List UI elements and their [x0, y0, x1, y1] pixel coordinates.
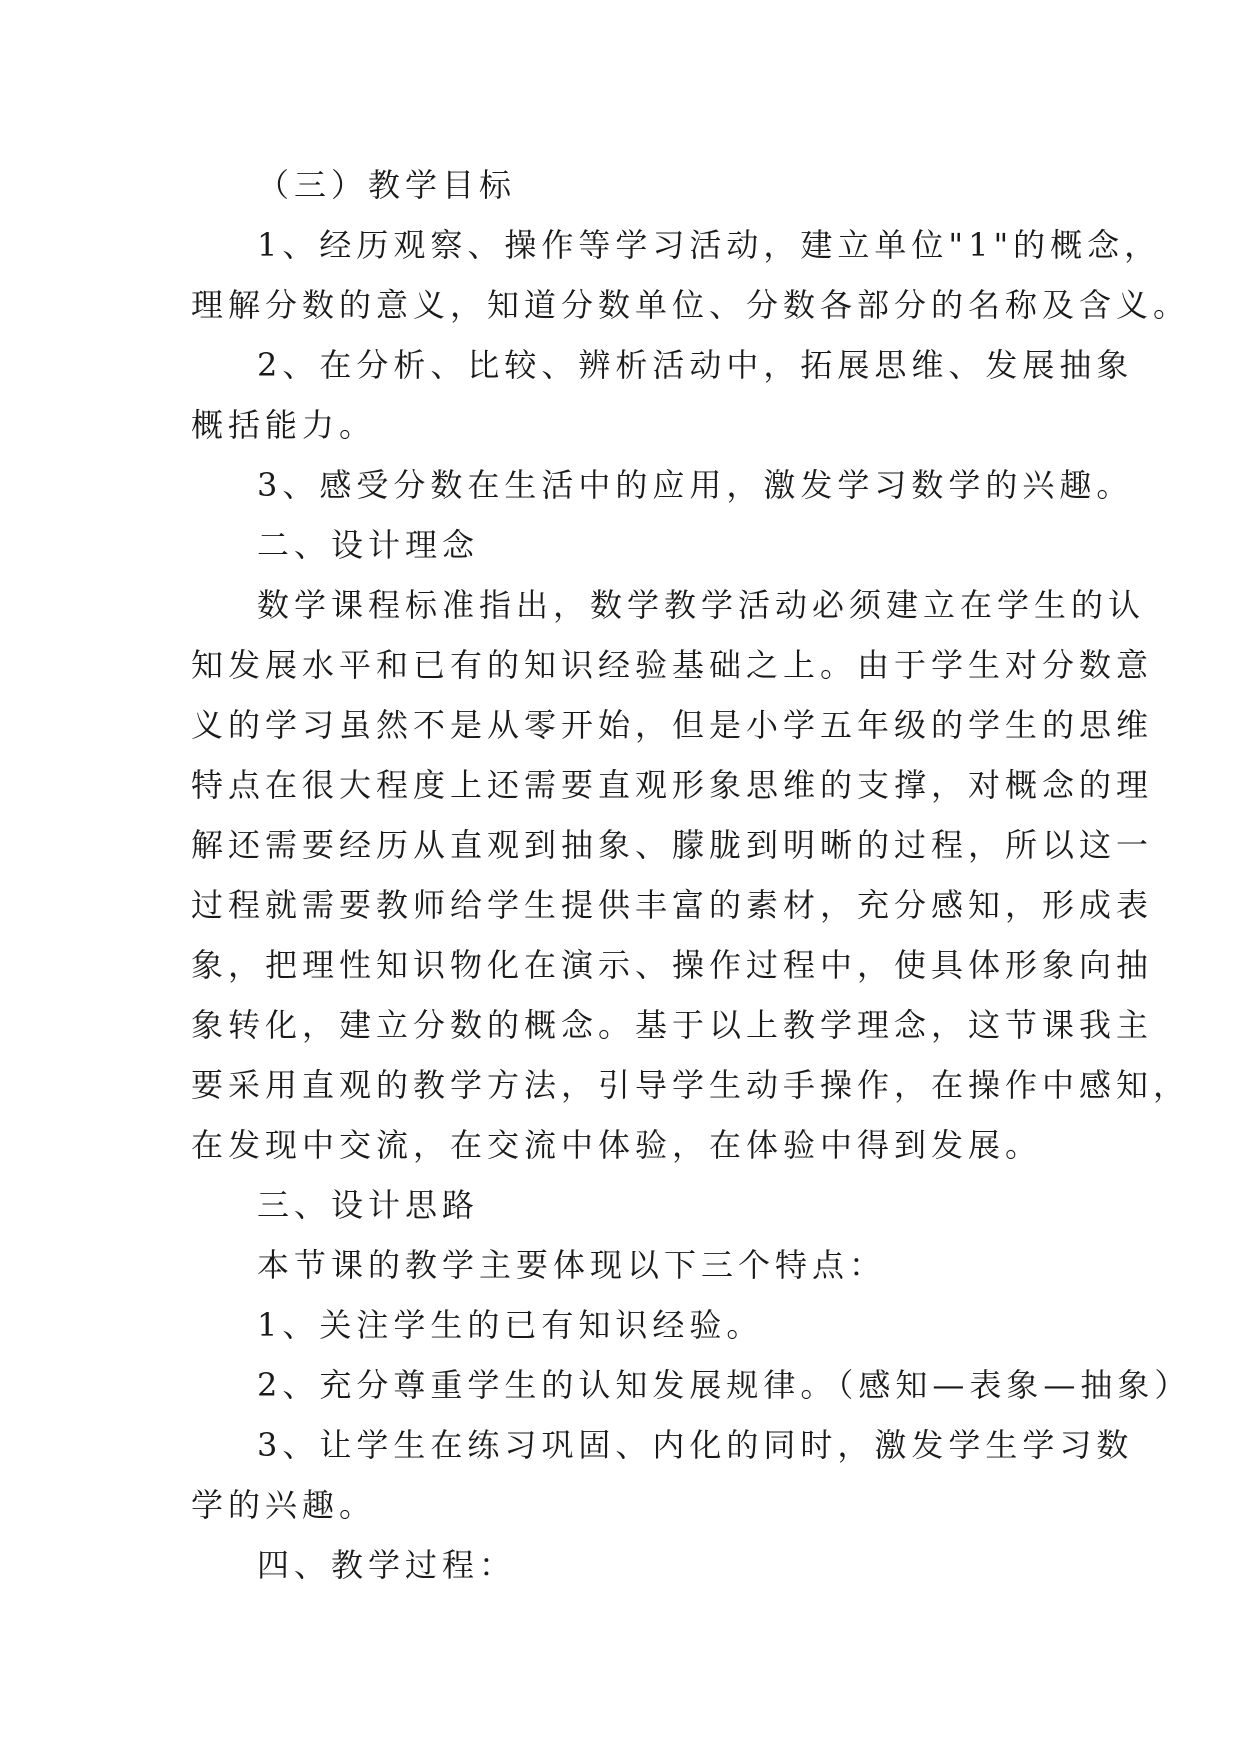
- text-line: 3、感受分数在生活中的应用，激发学习数学的兴趣。: [257, 466, 1134, 504]
- text-line: 2、充分尊重学生的认知发展规律。（感知—表象—抽象）: [257, 1366, 1192, 1404]
- text-line: 学的兴趣。: [191, 1486, 377, 1524]
- text-line: 知发展水平和已有的知识经验基础之上。由于学生对分数意: [191, 646, 1154, 684]
- text-line: 义的学习虽然不是从零开始，但是小学五年级的学生的思维: [191, 706, 1154, 744]
- feature-item-2: [191, 1355, 1192, 1415]
- text-line: 1、关注学生的已有知识经验。: [257, 1306, 764, 1344]
- text-line: 数学课程标准指出，数学教学活动必须建立在学生的认: [257, 586, 1146, 624]
- text-line: 理解分数的意义，知道分数单位、分数各部分的名称及含义。: [191, 286, 1191, 324]
- section-heading-teaching-process: [191, 1535, 1051, 1595]
- text-line: 特点在很大程度上还需要直观形象思维的支撑，对概念的理: [191, 766, 1154, 804]
- design-approach-intro: [191, 1235, 1051, 1295]
- goal-item-2: [191, 335, 1134, 455]
- text-line: 象转化，建立分数的概念。基于以上教学理念，这节课我主: [191, 1006, 1154, 1044]
- text-line: 本节课的教学主要体现以下三个特点：: [257, 1246, 887, 1284]
- text-line: 1、经历观察、操作等学习活动，建立单位"1"的概念，: [257, 226, 1162, 264]
- text-line: 四、教学过程：: [257, 1546, 517, 1584]
- feature-item-1: [191, 1295, 1051, 1355]
- section-heading-design-approach: [191, 1175, 1051, 1235]
- feature-item-3: [191, 1415, 1134, 1535]
- text-line: 要采用直观的教学方法，引导学生动手操作，在操作中感知，: [191, 1066, 1191, 1104]
- text-line: 解还需要经历从直观到抽象、朦胧到明晰的过程，所以这一: [191, 826, 1154, 864]
- text-line: 3、让学生在练习巩固、内化的同时，激发学生学习数: [257, 1426, 1134, 1464]
- text-line: 2、在分析、比较、辨析活动中，拓展思维、发展抽象: [257, 346, 1134, 384]
- text-line: 在发现中交流，在交流中体验，在体验中得到发展。: [191, 1126, 1043, 1164]
- text-line: 概括能力。: [191, 406, 377, 444]
- goal-item-1: [191, 215, 1191, 335]
- design-concept-paragraph: [191, 575, 1191, 1175]
- text-line: 三、设计思路: [257, 1186, 480, 1224]
- section-heading-teaching-goals: [191, 155, 1051, 215]
- text-line: 象，把理性知识物化在演示、操作过程中，使具体形象向抽: [191, 946, 1154, 984]
- text-line: 过程就需要教师给学生提供丰富的素材，充分感知，形成表: [191, 886, 1154, 924]
- text-line: 二、设计理念: [257, 526, 480, 564]
- text-line: （三）教学目标: [257, 166, 517, 204]
- goal-item-3: [191, 455, 1134, 515]
- document-page: [191, 155, 1192, 1595]
- section-heading-design-concept: [191, 515, 1051, 575]
